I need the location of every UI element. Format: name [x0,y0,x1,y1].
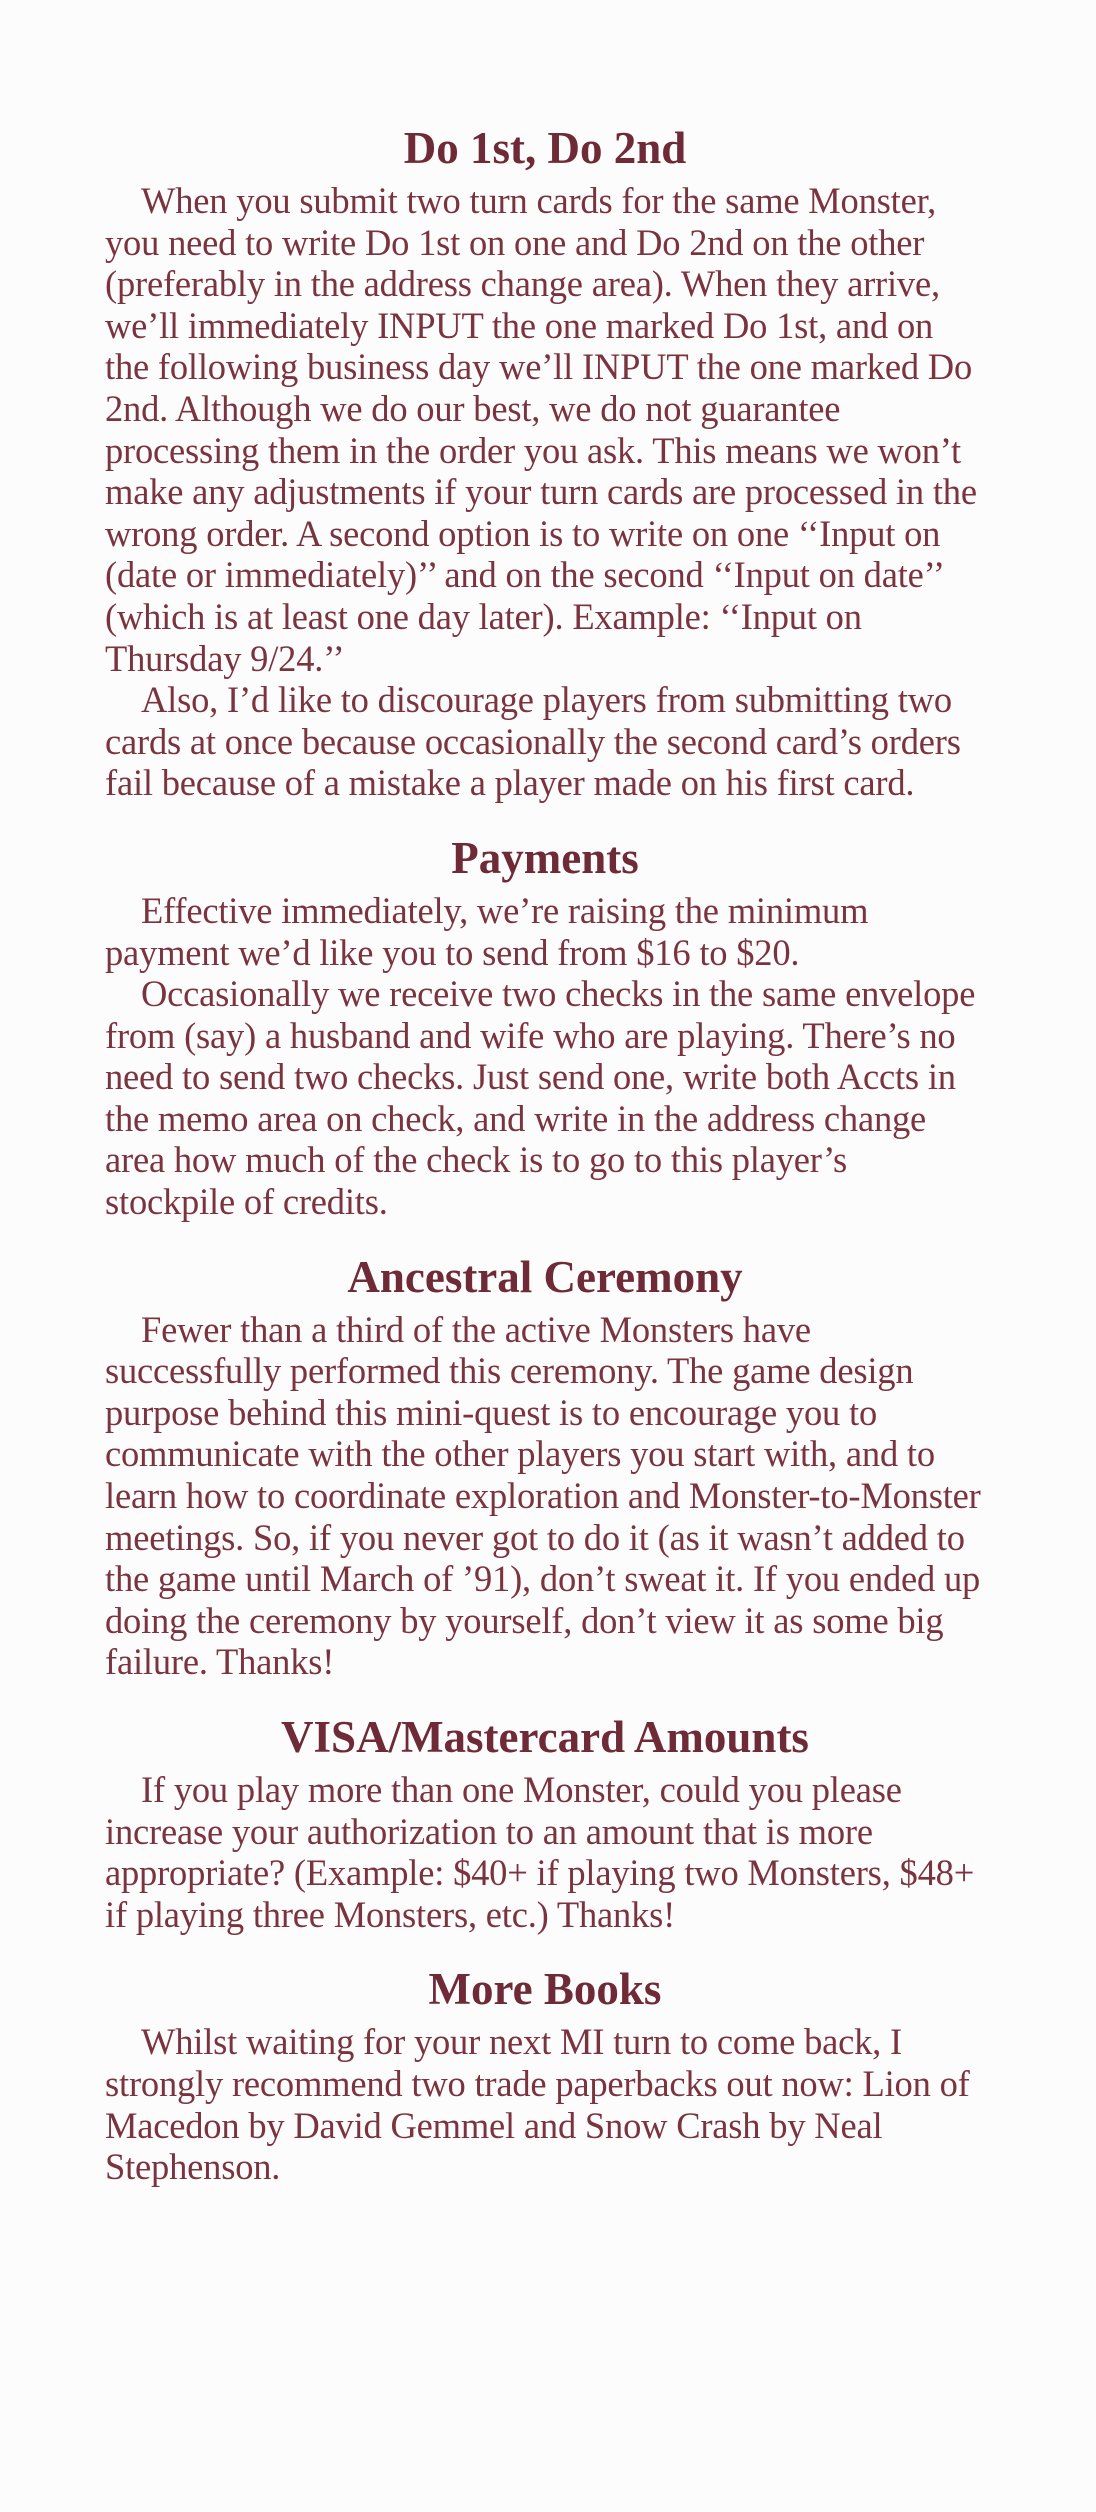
section-paragraph: If you play more than one Monster, could you please increase your authorization to an amount that is more appropriate? (Example: $40+ if playing two Monsters, $48+ if playing three Monsters, etc.) Thanks! [105,1769,975,1935]
section-heading: Ancestral Ceremony [347,1251,743,1302]
section-paragraph: Also, I’d like to discourage players from submitting two cards at once because occasionally the second card’s orders fail because of a mistake a player made on his first card. [105,679,961,804]
section-heading: More Books [428,1964,662,2015]
section-ancestral-ceremony [105,1249,985,1683]
section-visa-mastercard-amounts [105,1709,985,1935]
section-paragraph: Effective immediately, we’re raising the minimum payment we’d like you to send from $16 to $20. [105,889,869,973]
section-paragraph: When you submit two turn cards for the same Monster, you need to write Do 1st on one and Do 2nd on the other (preferably in the address change area). When they arrive, we’ll immediately INPUT the one marked Do 1st, and on the following business day we’ll INPUT the one marked Do 2nd. Although we do our best, we do not guarantee processing them in the order you ask. This means we won’t make any adjustments if your turn cards are processed in the wrong order. A second option is to write on one ‘‘Input on (date or immediately)’’ and on the second ‘‘Input on date’’ (which is at least one day later). Example: ‘‘Input on Thursday 9/24.’’ [105,180,977,679]
section-paragraph: Fewer than a third of the active Monsters have successfully performed this ceremony. The game design purpose behind this mini-quest is to encourage you to communicate with the other players you start with, and to learn how to coordinate exploration and Monster-to-Monster meetings. So, if you never got to do it (as it wasn’t added to the game until March of ’91), don’t sweat it. If you ended up doing the ceremony by yourself, don’t view it as some big failure. Thanks! [105,1308,981,1683]
section-paragraph: Whilst waiting for your next MI turn to come back, I strongly recommend two trade paperbacks out now: Lion of Macedon by David Gemmel and Snow Crash by Neal Stephenson. [105,2021,970,2188]
section-heading: Do 1st, Do 2nd [403,123,687,173]
article-column [105,120,985,2188]
section-more-books [105,1961,985,2187]
section-heading: VISA/Mastercard Amounts [281,1712,809,1762]
section-heading: Payments [451,832,639,883]
section-do-1st-do-2nd [105,120,985,804]
section-paragraph: Occasionally we receive two checks in the same envelope from (say) a husband and wife who are playing. There’s no need to send two checks. Just send one, write both Accts in the memo area on check, and write in the address change area how much of the check is to go to this player’s stockpile of credits. [105,973,976,1223]
section-payments [105,830,985,1223]
